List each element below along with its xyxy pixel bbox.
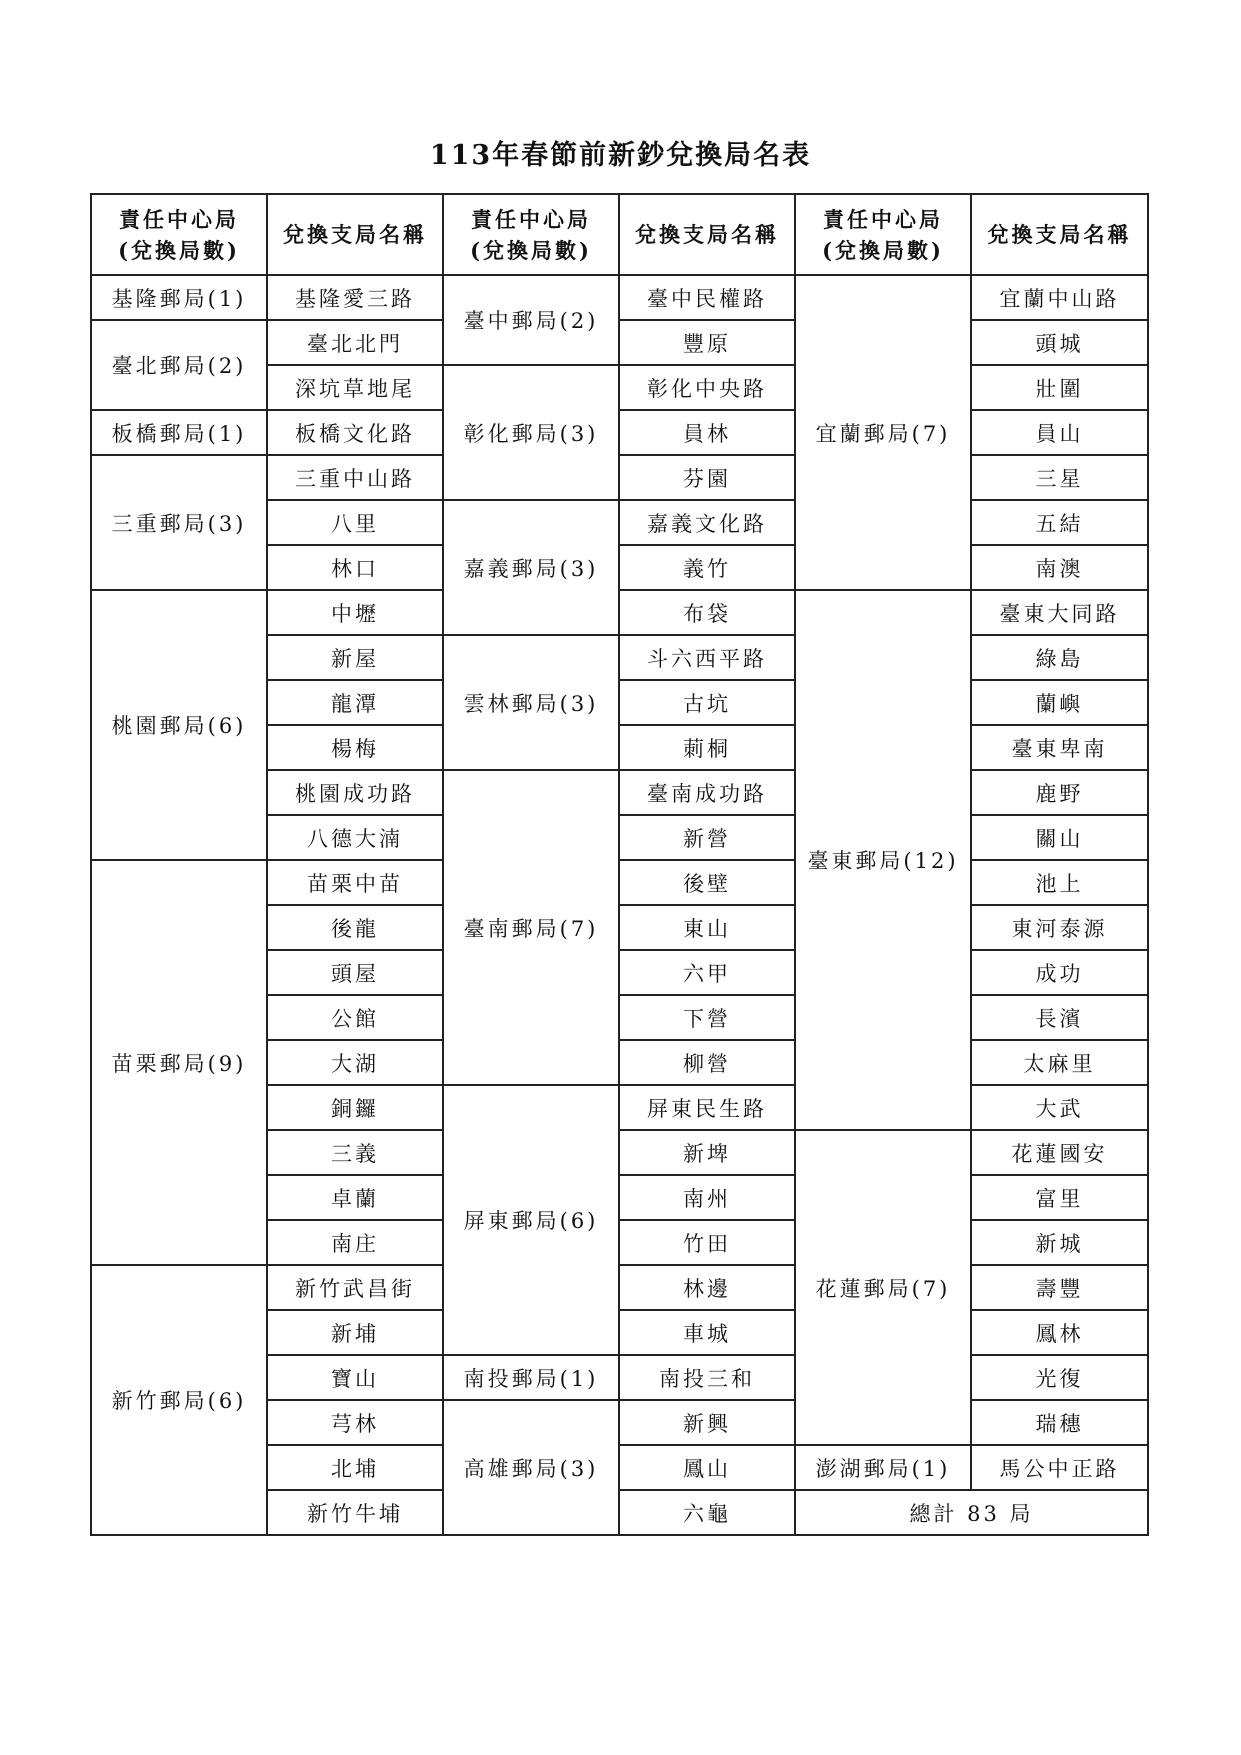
branch-office-cell: 新興 <box>619 1400 795 1445</box>
branch-office-cell: 南澳 <box>971 545 1148 590</box>
branch-office-cell: 車城 <box>619 1310 795 1355</box>
branch-office-cell: 綠島 <box>971 635 1148 680</box>
center-office-cell: 臺北郵局(2) <box>91 320 267 410</box>
branch-office-cell: 宜蘭中山路 <box>971 275 1148 320</box>
branch-office-cell: 古坑 <box>619 680 795 725</box>
branch-office-cell: 員林 <box>619 410 795 455</box>
branch-office-cell: 鳳山 <box>619 1445 795 1490</box>
branch-office-cell: 南庄 <box>267 1220 443 1265</box>
center-office-cell: 基隆郵局(1) <box>91 275 267 320</box>
branch-office-cell: 莿桐 <box>619 725 795 770</box>
branch-office-cell: 下營 <box>619 995 795 1040</box>
center-office-cell: 南投郵局(1) <box>443 1355 619 1400</box>
center-office-cell: 花蓮郵局(7) <box>795 1130 971 1445</box>
branch-office-cell: 南州 <box>619 1175 795 1220</box>
branch-office-cell: 嘉義文化路 <box>619 500 795 545</box>
branch-office-cell: 新埤 <box>619 1130 795 1175</box>
branch-office-cell: 六龜 <box>619 1490 795 1535</box>
table-row <box>91 320 1148 365</box>
center-office-cell: 嘉義郵局(3) <box>443 500 619 635</box>
branch-office-cell: 義竹 <box>619 545 795 590</box>
branch-office-cell: 新竹牛埔 <box>267 1490 443 1535</box>
center-office-cell: 屏東郵局(6) <box>443 1085 619 1355</box>
branch-office-cell: 關山 <box>971 815 1148 860</box>
branch-office-cell: 北埔 <box>267 1445 443 1490</box>
branch-office-cell: 臺中民權路 <box>619 275 795 320</box>
center-office-cell: 宜蘭郵局(7) <box>795 275 971 590</box>
center-office-cell: 臺南郵局(7) <box>443 770 619 1085</box>
center-office-cell: 臺中郵局(2) <box>443 275 619 365</box>
exchange-office-table <box>90 193 1149 1536</box>
branch-office-cell: 臺東卑南 <box>971 725 1148 770</box>
branch-office-cell: 公館 <box>267 995 443 1040</box>
branch-office-cell: 中壢 <box>267 590 443 635</box>
branch-office-cell: 鹿野 <box>971 770 1148 815</box>
center-office-cell: 新竹郵局(6) <box>91 1265 267 1535</box>
branch-office-cell: 長濱 <box>971 995 1148 1040</box>
branch-office-cell: 南投三和 <box>619 1355 795 1400</box>
center-office-cell: 板橋郵局(1) <box>91 410 267 455</box>
branch-office-cell: 五結 <box>971 500 1148 545</box>
branch-office-cell: 銅鑼 <box>267 1085 443 1130</box>
page-title: 113年春節前新鈔兌換局名表 <box>429 140 812 171</box>
branch-office-cell: 深坑草地尾 <box>267 365 443 410</box>
table-row <box>91 275 1148 320</box>
branch-office-cell: 豐原 <box>619 320 795 365</box>
branch-office-cell: 東河泰源 <box>971 905 1148 950</box>
branch-office-cell: 成功 <box>971 950 1148 995</box>
branch-office-cell: 新埔 <box>267 1310 443 1355</box>
branch-office-cell: 光復 <box>971 1355 1148 1400</box>
header-branch-name: 兌換支局名稱 <box>267 194 443 275</box>
branch-office-cell: 八里 <box>267 500 443 545</box>
branch-office-cell: 三星 <box>971 455 1148 500</box>
branch-office-cell: 寶山 <box>267 1355 443 1400</box>
branch-office-cell: 新竹武昌街 <box>267 1265 443 1310</box>
branch-office-cell: 臺南成功路 <box>619 770 795 815</box>
branch-office-cell: 楊梅 <box>267 725 443 770</box>
center-office-cell: 苗栗郵局(9) <box>91 860 267 1265</box>
branch-office-cell: 新城 <box>971 1220 1148 1265</box>
center-office-cell: 彰化郵局(3) <box>443 365 619 500</box>
branch-office-cell: 板橋文化路 <box>267 410 443 455</box>
table-body <box>91 275 1148 1535</box>
header-center-office: 責任中心局 (兌換局數) <box>443 194 619 275</box>
branch-office-cell: 太麻里 <box>971 1040 1148 1085</box>
branch-office-cell: 芬園 <box>619 455 795 500</box>
branch-office-cell: 員山 <box>971 410 1148 455</box>
branch-office-cell: 瑞穗 <box>971 1400 1148 1445</box>
header-center-office: 責任中心局 (兌換局數) <box>795 194 971 275</box>
center-office-cell: 澎湖郵局(1) <box>795 1445 971 1490</box>
table-row <box>91 1265 1148 1310</box>
branch-office-cell: 鳳林 <box>971 1310 1148 1355</box>
center-office-cell: 臺東郵局(12) <box>795 590 971 1130</box>
branch-office-cell: 壯圍 <box>971 365 1148 410</box>
center-office-cell: 桃園郵局(6) <box>91 590 267 860</box>
header-row <box>91 194 1148 275</box>
branch-office-cell: 布袋 <box>619 590 795 635</box>
branch-office-cell: 壽豐 <box>971 1265 1148 1310</box>
branch-office-cell: 八德大湳 <box>267 815 443 860</box>
branch-office-cell: 屏東民生路 <box>619 1085 795 1130</box>
branch-office-cell: 東山 <box>619 905 795 950</box>
header-center-office: 責任中心局 (兌換局數) <box>91 194 267 275</box>
branch-office-cell: 彰化中央路 <box>619 365 795 410</box>
branch-office-cell: 新屋 <box>267 635 443 680</box>
table-row <box>91 590 1148 635</box>
branch-office-cell: 蘭嶼 <box>971 680 1148 725</box>
branch-office-cell: 新營 <box>619 815 795 860</box>
branch-office-cell: 大湖 <box>267 1040 443 1085</box>
branch-office-cell: 臺東大同路 <box>971 590 1148 635</box>
total-cell: 總計 83 局 <box>795 1490 1148 1535</box>
branch-office-cell: 六甲 <box>619 950 795 995</box>
table-row <box>91 455 1148 500</box>
center-office-cell: 高雄郵局(3) <box>443 1400 619 1535</box>
branch-office-cell: 三重中山路 <box>267 455 443 500</box>
table-row <box>91 410 1148 455</box>
branch-office-cell: 卓蘭 <box>267 1175 443 1220</box>
branch-office-cell: 富里 <box>971 1175 1148 1220</box>
center-office-cell: 雲林郵局(3) <box>443 635 619 770</box>
table-row <box>91 860 1148 905</box>
branch-office-cell: 池上 <box>971 860 1148 905</box>
branch-office-cell: 頭城 <box>971 320 1148 365</box>
branch-office-cell: 斗六西平路 <box>619 635 795 680</box>
branch-office-cell: 臺北北門 <box>267 320 443 365</box>
branch-office-cell: 林邊 <box>619 1265 795 1310</box>
center-office-cell: 三重郵局(3) <box>91 455 267 590</box>
branch-office-cell: 苗栗中苗 <box>267 860 443 905</box>
branch-office-cell: 基隆愛三路 <box>267 275 443 320</box>
branch-office-cell: 後壁 <box>619 860 795 905</box>
branch-office-cell: 芎林 <box>267 1400 443 1445</box>
branch-office-cell: 林口 <box>267 545 443 590</box>
branch-office-cell: 桃園成功路 <box>267 770 443 815</box>
header-branch-name: 兌換支局名稱 <box>971 194 1148 275</box>
branch-office-cell: 大武 <box>971 1085 1148 1130</box>
header-branch-name: 兌換支局名稱 <box>619 194 795 275</box>
branch-office-cell: 頭屋 <box>267 950 443 995</box>
branch-office-cell: 花蓮國安 <box>971 1130 1148 1175</box>
branch-office-cell: 龍潭 <box>267 680 443 725</box>
branch-office-cell: 三義 <box>267 1130 443 1175</box>
branch-office-cell: 柳營 <box>619 1040 795 1085</box>
branch-office-cell: 後龍 <box>267 905 443 950</box>
branch-office-cell: 竹田 <box>619 1220 795 1265</box>
branch-office-cell: 馬公中正路 <box>971 1445 1148 1490</box>
